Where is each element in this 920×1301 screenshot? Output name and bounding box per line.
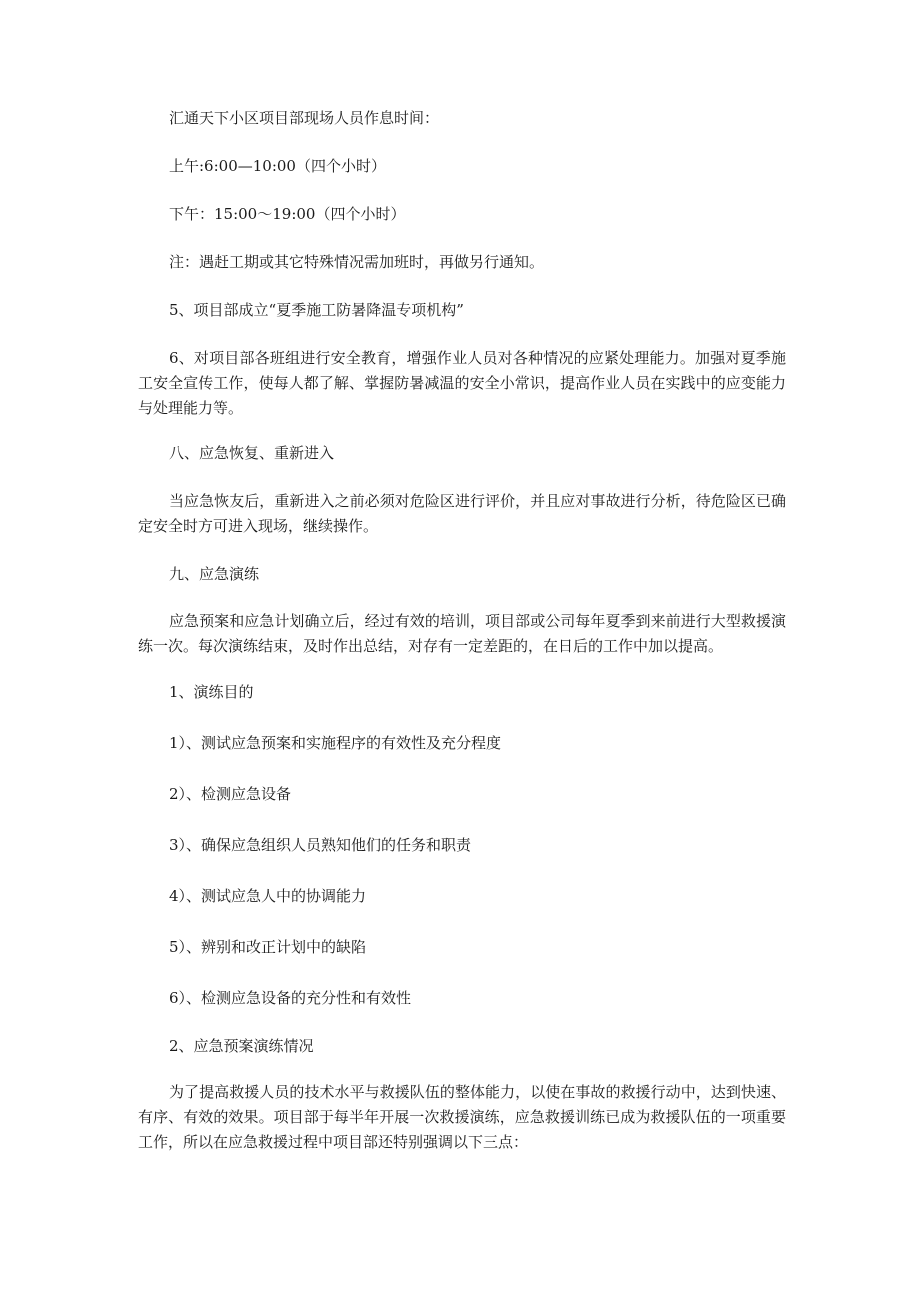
- list-item: 1）、测试应急预案和实施程序的有效性及充分程度: [169, 734, 502, 752]
- paragraph: 上午:6:00—10:00（四个小时）: [169, 157, 386, 175]
- list-item: 2）、检测应急设备: [169, 785, 292, 803]
- paragraph: 2、应急预案演练情况: [169, 1037, 314, 1055]
- paragraph: 下午：15:00～19:00（四个小时）: [169, 205, 406, 223]
- paragraph: 注：遇赶工期或其它特殊情况需加班时，再做另行通知。: [169, 253, 545, 271]
- section-heading: 九、应急演练: [169, 565, 260, 583]
- list-item: 3）、确保应急组织人员熟知他们的任务和职责: [169, 836, 472, 854]
- list-item: 5）、辨别和改正计划中的缺陷: [169, 938, 367, 956]
- paragraph: 1、演练目的: [169, 683, 254, 701]
- paragraph: 6、对项目部各班组进行安全教育，增强作业人员对各种情况的应紧处理能力。加强对夏季施工安全宣传工作，使每人都了解、掌握防暑减温的安全小常识，提高作业人员在实践中的应变能力与处理能力等。: [138, 349, 786, 417]
- paragraph: 5、项目部成立“夏季施工防暑降温专项机构”: [169, 301, 464, 319]
- paragraph: 为了提高救援人员的技术水平与救援队伍的整体能力，以使在事故的救援行动中，达到快速、有序、有效的效果。项目部于每半年开展一次救援演练，应急救援训练已成为救援队伍的一项重要工作，所以在应急救援过程中项目部还特别强调以下三点：: [138, 1083, 786, 1151]
- paragraph: 当应急恢友后，重新进入之前必须对危险区进行评价，并且应对事故进行分析，待危险区已确定安全时方可进入现场，继续操作。: [138, 492, 786, 535]
- list-item: 6）、检测应急设备的充分性和有效性: [169, 989, 412, 1007]
- paragraph: 应急预案和应急计划确立后，经过有效的培训，项目部或公司每年夏季到来前进行大型救援演练一次。每次演练结束，及时作出总结，对存有一定差距的，在日后的工作中加以提高。: [138, 612, 786, 655]
- list-item: 4）、测试应急人中的协调能力: [169, 887, 367, 905]
- section-heading: 八、应急恢复、重新进入: [169, 444, 335, 462]
- paragraph: 汇通天下小区项目部现场人员作息时间：: [169, 109, 440, 127]
